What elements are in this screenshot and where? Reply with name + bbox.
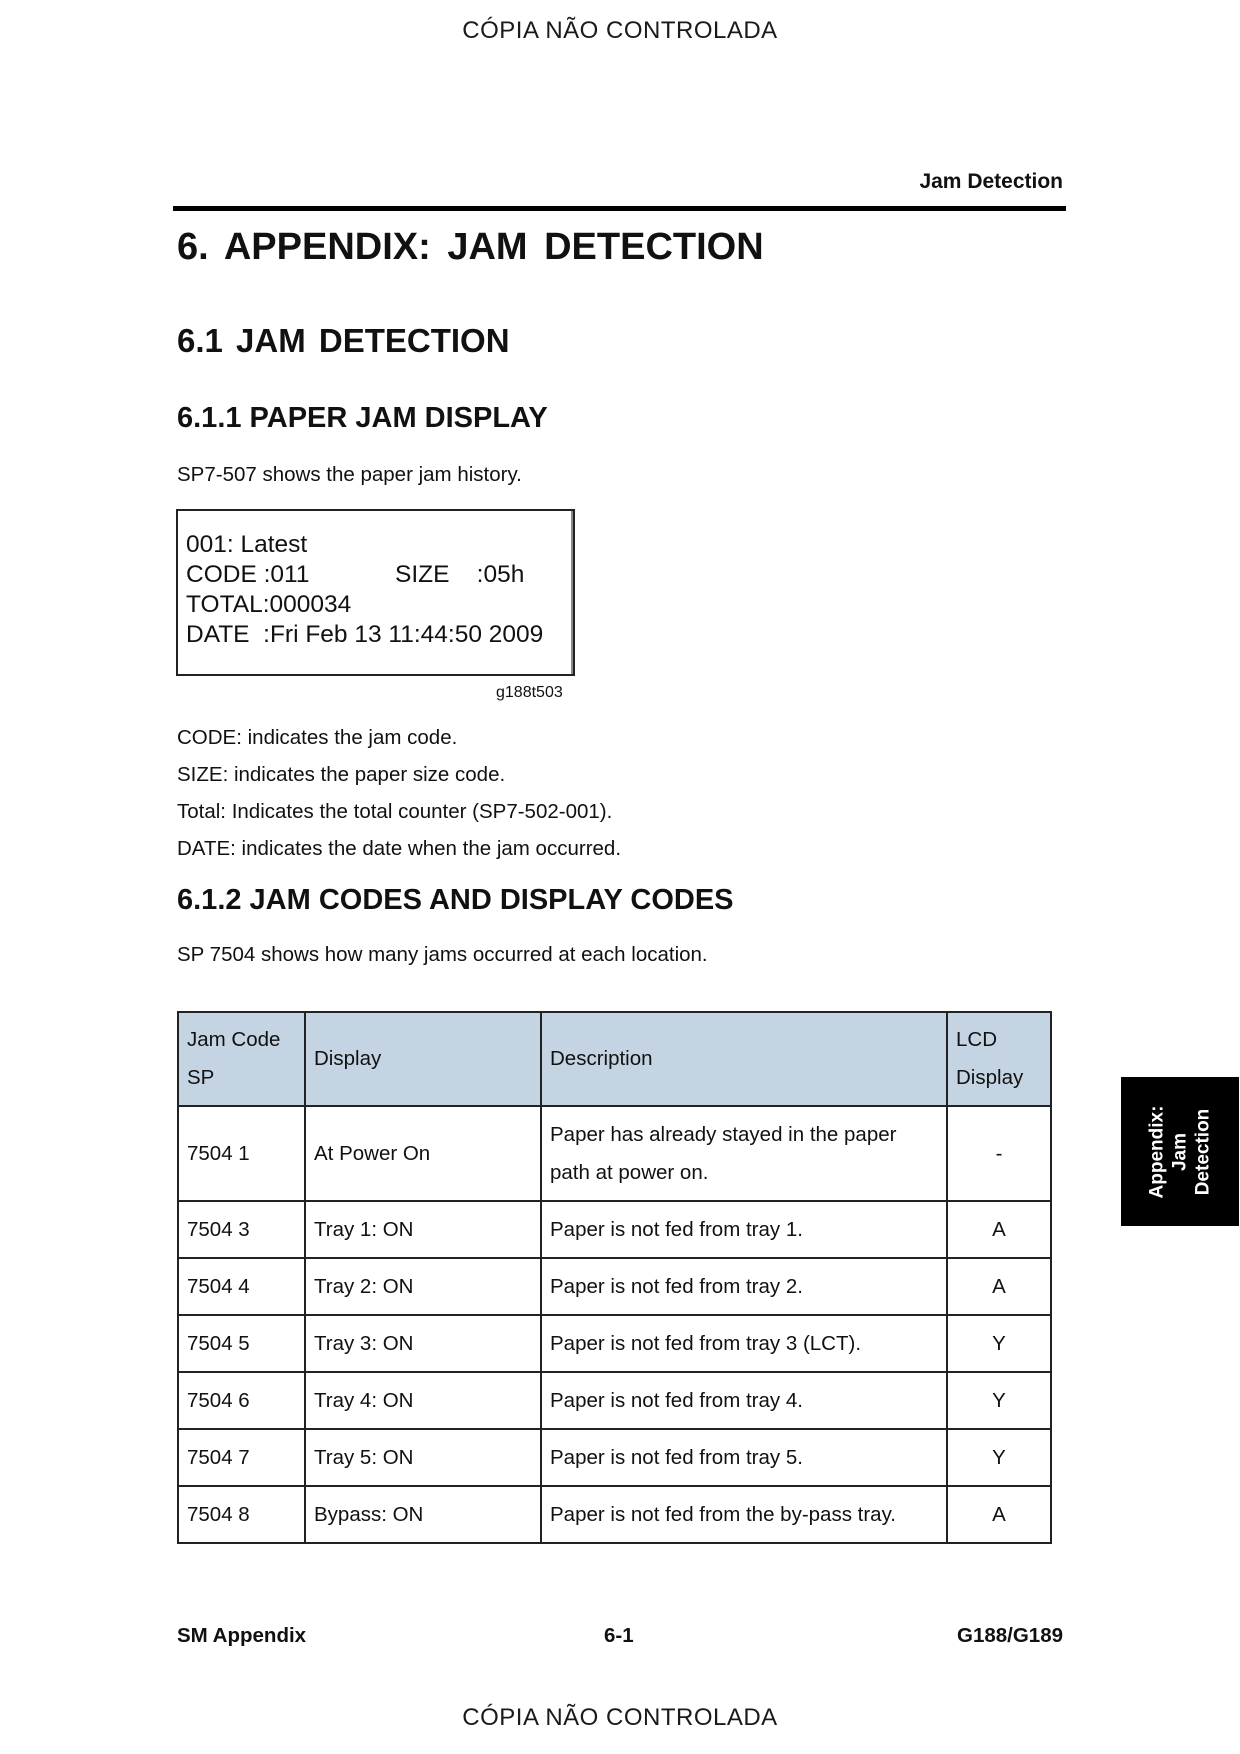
cell-display: Tray 2: ON bbox=[305, 1258, 541, 1315]
cell-lcd: A bbox=[947, 1258, 1051, 1315]
jam-codes-table bbox=[177, 1011, 1052, 1544]
chapter-title: 6. APPENDIX: JAM DETECTION bbox=[177, 226, 764, 268]
header-rule bbox=[173, 206, 1066, 211]
cell-lcd: Y bbox=[947, 1315, 1051, 1372]
lcd-line-size: SIZE :05h bbox=[395, 561, 525, 588]
cell-description-line1: Paper has already stayed in the paper bbox=[550, 1122, 897, 1146]
lcd-display-figure bbox=[176, 509, 575, 676]
table-row bbox=[178, 1106, 1051, 1201]
header-lcd-line1: LCD bbox=[956, 1028, 998, 1051]
table-row bbox=[178, 1201, 1051, 1258]
cell-lcd: Y bbox=[947, 1372, 1051, 1429]
side-chapter-tab bbox=[1121, 1077, 1239, 1226]
header-display: Display bbox=[305, 1012, 541, 1106]
cell-display: Tray 3: ON bbox=[305, 1315, 541, 1372]
running-header: Jam Detection bbox=[919, 170, 1063, 193]
lcd-line-latest: 001: Latest bbox=[186, 531, 308, 558]
cell-display: Tray 5: ON bbox=[305, 1429, 541, 1486]
cell-description: Paper is not fed from tray 2. bbox=[541, 1258, 947, 1315]
cell-jam-code: 7504 7 bbox=[178, 1429, 305, 1486]
cell-description: Paper is not fed from the by-pass tray. bbox=[541, 1486, 947, 1543]
cell-display: Tray 1: ON bbox=[305, 1201, 541, 1258]
legend-size: SIZE: indicates the paper size code. bbox=[177, 763, 506, 786]
cell-description: Paper is not fed from tray 5. bbox=[541, 1429, 947, 1486]
table-row bbox=[178, 1486, 1051, 1543]
legend-code: CODE: indicates the jam code. bbox=[177, 726, 458, 749]
watermark-bottom: CÓPIA NÃO CONTROLADA bbox=[462, 1704, 778, 1731]
side-tab-line3: Detection bbox=[1192, 1108, 1214, 1195]
paper-jam-display-intro: SP7-507 shows the paper jam history. bbox=[177, 463, 522, 486]
cell-description: Paper is not fed from tray 4. bbox=[541, 1372, 947, 1429]
cell-lcd: Y bbox=[947, 1429, 1051, 1486]
footer-model-number: G188/G189 bbox=[957, 1624, 1063, 1647]
header-jam-code-line1: Jam Code bbox=[187, 1028, 281, 1051]
footer-manual-name: SM Appendix bbox=[177, 1624, 307, 1647]
footer-page-number: 6-1 bbox=[604, 1624, 634, 1647]
cell-description: Paper is not fed from tray 1. bbox=[541, 1201, 947, 1258]
cell-jam-code: 7504 6 bbox=[178, 1372, 305, 1429]
figure-reference: g188t503 bbox=[496, 684, 563, 701]
cell-display: Tray 4: ON bbox=[305, 1372, 541, 1429]
legend-date: DATE: indicates the date when the jam occurred. bbox=[177, 837, 622, 860]
section-title: 6.1 JAM DETECTION bbox=[177, 322, 510, 359]
watermark-top: CÓPIA NÃO CONTROLADA bbox=[462, 17, 778, 44]
cell-display: At Power On bbox=[305, 1106, 541, 1201]
cell-description bbox=[541, 1106, 947, 1201]
table-row bbox=[178, 1315, 1051, 1372]
subsection-title-jam-codes: 6.1.2 JAM CODES AND DISPLAY CODES bbox=[177, 884, 734, 916]
header-description: Description bbox=[541, 1012, 947, 1106]
table-row bbox=[178, 1258, 1051, 1315]
cell-lcd: A bbox=[947, 1201, 1051, 1258]
cell-description: Paper is not fed from tray 3 (LCT). bbox=[541, 1315, 947, 1372]
lcd-line-total: TOTAL:000034 bbox=[186, 591, 352, 618]
lcd-line-code: CODE :011 bbox=[186, 561, 310, 588]
table-row bbox=[178, 1372, 1051, 1429]
header-jam-code-sp bbox=[178, 1012, 305, 1106]
side-tab-label bbox=[1146, 1105, 1215, 1198]
cell-jam-code: 7504 4 bbox=[178, 1258, 305, 1315]
cell-display: Bypass: ON bbox=[305, 1486, 541, 1543]
cell-jam-code: 7504 1 bbox=[178, 1106, 305, 1201]
subsection-title-paper-jam-display: 6.1.1 PAPER JAM DISPLAY bbox=[177, 402, 548, 434]
side-tab-line2: Jam bbox=[1169, 1132, 1191, 1171]
cell-description-line2: path at power on. bbox=[550, 1160, 709, 1184]
cell-lcd: - bbox=[947, 1106, 1051, 1201]
jam-codes-intro: SP 7504 shows how many jams occurred at each location. bbox=[177, 943, 708, 966]
cell-jam-code: 7504 8 bbox=[178, 1486, 305, 1543]
header-lcd-line2: Display bbox=[956, 1066, 1024, 1089]
cell-jam-code: 7504 5 bbox=[178, 1315, 305, 1372]
cell-jam-code: 7504 3 bbox=[178, 1201, 305, 1258]
table-row bbox=[178, 1429, 1051, 1486]
header-jam-code-line2: SP bbox=[187, 1066, 215, 1089]
lcd-line-date: DATE :Fri Feb 13 11:44:50 2009 bbox=[186, 621, 544, 648]
side-tab-line1: Appendix: bbox=[1146, 1105, 1168, 1198]
header-lcd-display bbox=[947, 1012, 1051, 1106]
legend-total: Total: Indicates the total counter (SP7-502-001). bbox=[177, 800, 613, 823]
table-header-row bbox=[178, 1012, 1051, 1106]
cell-lcd: A bbox=[947, 1486, 1051, 1543]
